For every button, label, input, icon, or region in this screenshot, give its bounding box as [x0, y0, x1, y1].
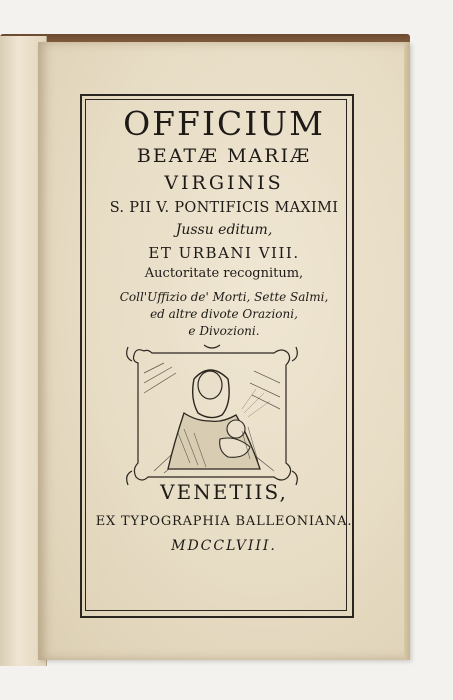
title-divote-orazioni: ed altre divote Orazioni, — [150, 307, 298, 321]
title-uffizio-morti: Coll'Uffizio de' Morti, Sette Salmi, — [119, 290, 329, 304]
title-officium: OFFICIUM — [123, 104, 325, 143]
title-divozioni: e Divozioni. — [188, 324, 260, 338]
imprint-year: MDCCLVIII. — [171, 538, 277, 554]
madonna-and-child-vignette — [124, 343, 300, 489]
imprint-printer: EX TYPOGRAPHIA BALLEONIANA. — [95, 514, 353, 529]
title-auctoritate: Auctoritate recognitum, — [144, 266, 304, 281]
title-virginis: VIRGINIS — [164, 172, 284, 194]
title-beatae-mariae: BEATÆ MARIÆ — [136, 145, 312, 167]
imprint-place: VENETIIS, — [160, 480, 288, 504]
title-urbani-viii: ET URBANI VIII. — [148, 244, 300, 262]
title-jussu-editum: Jussu editum, — [175, 222, 273, 238]
title-pius-v: S. PII V. PONTIFICIS MAXIMI — [109, 200, 339, 216]
